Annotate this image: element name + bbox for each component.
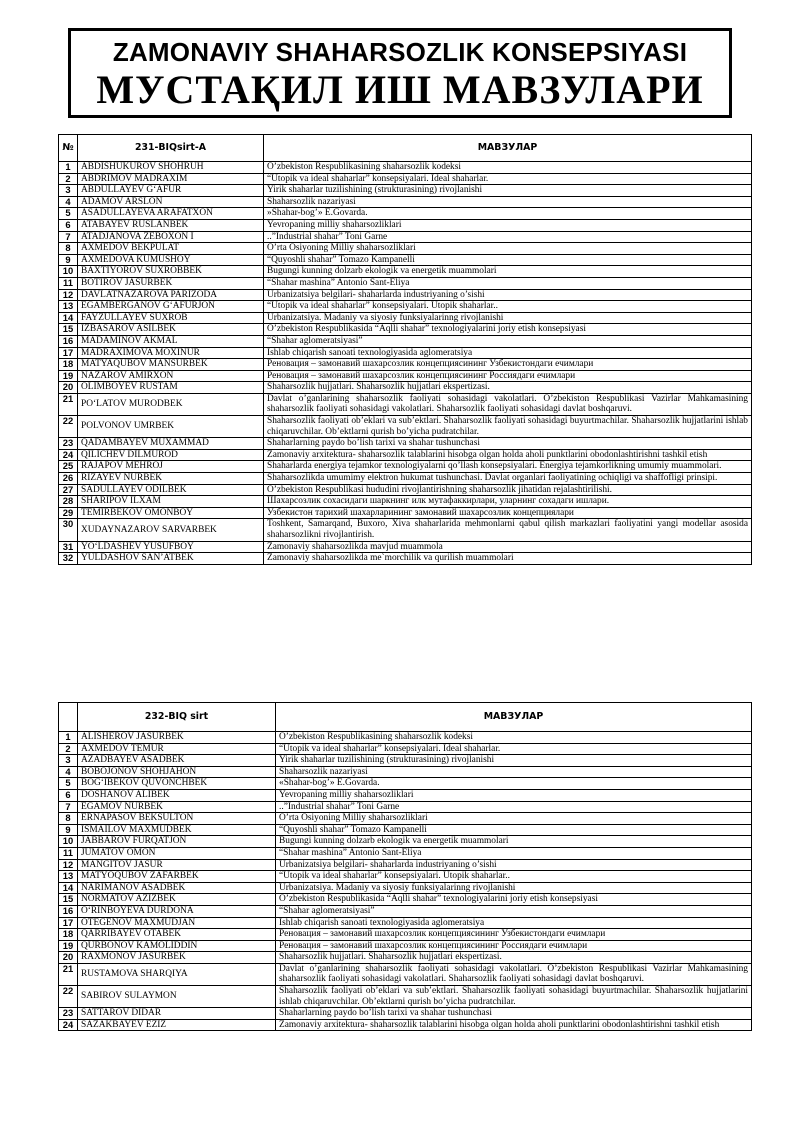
student-name: MADRAXIMOVA MOXINUR	[78, 347, 264, 359]
student-name: RAJAPOV MEHROJ	[78, 461, 264, 473]
row-number: 21	[59, 963, 78, 985]
topic-text: O’zbekiston Respublikasining shaharsozlik kodeksi	[276, 732, 752, 744]
row-number: 18	[59, 929, 78, 941]
table-row	[59, 929, 752, 941]
topic-text: Urbanizatsiya belgilari- shaharlarda industriyaning o’sishi	[264, 289, 752, 301]
table-row	[59, 1008, 752, 1020]
row-number: 12	[59, 859, 78, 871]
table-row	[59, 541, 752, 553]
student-name: SABIROV SULAYMON	[78, 986, 276, 1008]
table-row	[59, 963, 752, 985]
student-name: NAZAROV AMIRXON	[78, 370, 264, 382]
row-number: 13	[59, 871, 78, 883]
table-row	[59, 208, 752, 220]
row-number: 22	[59, 986, 78, 1008]
topic-text: “Utopik va ideal shaharlar” konsepsiyalari. Ideal shaharlar.	[264, 173, 752, 185]
table-row	[59, 553, 752, 565]
student-name: QADAMBAYEV MUXAMMAD	[78, 438, 264, 450]
row-number: 3	[59, 755, 78, 767]
row-number: 8	[59, 243, 78, 255]
student-name: ATADJANOVA ZEBOXON I	[78, 231, 264, 243]
student-name: IZBASAROV ASILBEK	[78, 324, 264, 336]
row-number: 28	[59, 496, 78, 508]
topic-text: Yirik shaharlar tuzilishining (strukturasining) rivojlanishi	[264, 185, 752, 197]
topic-text: Yevropaning milliy shaharsozliklari	[264, 219, 752, 231]
student-name: OTEGENOV MAXMUDJAN	[78, 917, 276, 929]
row-number: 18	[59, 359, 78, 371]
topic-text: »Shahar-bog’» E.Govarda.	[264, 208, 752, 220]
topic-text: “Utopik va ideal shaharlar” konsepsiyalari. Utopik shaharlar..	[264, 301, 752, 313]
topic-text: “Utopik va ideal shaharlar” konsepsiyalari. Ideal shaharlar.	[276, 743, 752, 755]
topic-text: Shaharsozlik hujjatlari. Shaharsozlik hujjatlari ekspertizasi.	[264, 382, 752, 394]
row-number: 24	[59, 449, 78, 461]
student-name: DAVLATNAZAROVA PARIZODA	[78, 289, 264, 301]
topic-text: Реновация – замонавий шахарсозлик концепциясининг Россиядаги ечимлари	[264, 370, 752, 382]
table-row	[59, 859, 752, 871]
table-row	[59, 301, 752, 313]
student-name: SAZAKBAYEV EZIZ	[78, 1019, 276, 1031]
row-number: 16	[59, 905, 78, 917]
row-number: 17	[59, 347, 78, 359]
row-number: 31	[59, 541, 78, 553]
row-number: 7	[59, 801, 78, 813]
table-row	[59, 732, 752, 744]
table-row	[59, 266, 752, 278]
topic-text: “Quyoshli shahar” Tomazo Kampanelli	[264, 254, 752, 266]
topic-text: O’zbekiston Respublikasining shaharsozlik kodeksi	[264, 162, 752, 174]
table-row	[59, 438, 752, 450]
student-name: YULDASHOV SAN’ATBEK	[78, 553, 264, 565]
table-row	[59, 254, 752, 266]
row-number: 20	[59, 952, 78, 964]
topic-text: Davlat o’ganlarining shaharsozlik faoliyati sohasidagi vakolatlari. O’zbekiston Respublikasi Vazirlar Mahkamasining shaharsozlik faoliyati sohasidagi vakolatlari. Shaharsozlik faoliyati sohasidagi davlat boshqaruvi.	[276, 963, 752, 985]
row-number: 5	[59, 778, 78, 790]
row-number: 3	[59, 185, 78, 197]
topic-text: Shaharlarda energiya tejamkor texnologiyalarni qo’llash konsepsiyalari. Energiya tejamkorlikning umumiy muammolari.	[264, 461, 752, 473]
student-name: AXMEDOV TEMUR	[78, 743, 276, 755]
table-row	[59, 231, 752, 243]
row-number: 11	[59, 847, 78, 859]
topic-text: Urbanizatsiya. Madaniy va siyosiy funksiyalarinng rivojlanishi	[264, 312, 752, 324]
table-row	[59, 824, 752, 836]
student-name: TEMIRBEKOV OMONBOY	[78, 507, 264, 519]
row-number: 1	[59, 732, 78, 744]
table-row	[59, 449, 752, 461]
row-number: 9	[59, 254, 78, 266]
student-name: ABDISHUKUROV SHOHRUH	[78, 162, 264, 174]
topic-text: Shaharsozlikda umumimy elektron hukumat tushunchasi. Davlat organlari faoliyatining ochiqligi va shaffofligi prinsipi.	[264, 473, 752, 485]
row-number: 25	[59, 461, 78, 473]
row-number: 15	[59, 324, 78, 336]
student-name: RIZAYEV NURBEK	[78, 473, 264, 485]
row-number: 19	[59, 370, 78, 382]
row-number: 4	[59, 766, 78, 778]
row-number: 23	[59, 438, 78, 450]
table-row	[59, 173, 752, 185]
topic-text: Шахарсозлик сохасидаги шаркнинг илк мутафаккирлари, уларнинг сохадаги ишлари.	[264, 496, 752, 508]
row-number: 11	[59, 277, 78, 289]
topic-text: ..”Industrial shahar” Toni Garne	[276, 801, 752, 813]
row-number: 27	[59, 484, 78, 496]
topic-text: Davlat o’ganlarining shaharsozlik faoliyati sohasidagi vakolatlari. O’zbekiston Respublikasi Vazirlar Mahkamasining shaharsozlik faoliyati sohasidagi vakolatlari. Shaharsozlik faoliyati sohasidagi davlat boshqaruvi.	[264, 393, 752, 415]
student-name: JUMATOV OMON	[78, 847, 276, 859]
row-number: 16	[59, 335, 78, 347]
document-title-box	[68, 28, 732, 118]
topic-text: O’rta Osiyoning Milliy shaharsozliklari	[264, 243, 752, 255]
topic-text: Shaharlarning paydo bo’lish tarixi va shahar tushunchasi	[264, 438, 752, 450]
student-name: XUDAYNAZAROV SARVARBEK	[78, 519, 264, 541]
table-row	[59, 952, 752, 964]
row-number: 12	[59, 289, 78, 301]
student-name: BOBOJONOV SHOHJAHON	[78, 766, 276, 778]
table-row	[59, 496, 752, 508]
table-row	[59, 882, 752, 894]
table-row	[59, 507, 752, 519]
topic-text: Shaharsozlik faoliyati ob’eklari va sub’ektlari. Shaharsozlik faoliyati sohasidagi buyurtmachilar. Shaharsozlik hujjatlarini ishlab chiqaruvchilar. Ob’ektlarni qurish bo’yicha pudratchilar.	[276, 986, 752, 1008]
row-number: 14	[59, 882, 78, 894]
number-column-header: №	[59, 135, 78, 162]
student-name: AZADBAYEV ASADBEK	[78, 755, 276, 767]
table-row	[59, 416, 752, 438]
table-row	[59, 289, 752, 301]
table-row	[59, 335, 752, 347]
student-name: EGAMOV NURBEK	[78, 801, 276, 813]
row-number: 6	[59, 789, 78, 801]
table-row	[59, 836, 752, 848]
topics-table-group-2	[58, 702, 752, 1031]
row-number: 6	[59, 219, 78, 231]
student-name: QARRIBAYEV OTABEK	[78, 929, 276, 941]
student-name: ERNAPASOV BEKSULTON	[78, 813, 276, 825]
topic-text: “Shahar mashina” Antonio Sant-Eliya	[264, 277, 752, 289]
student-name: QILICHEV DILMUROD	[78, 449, 264, 461]
row-number: 10	[59, 836, 78, 848]
table-row	[59, 196, 752, 208]
row-number: 24	[59, 1019, 78, 1031]
row-number: 26	[59, 473, 78, 485]
student-name: AXMEDOVA KUMUSHOY	[78, 254, 264, 266]
student-name: O‘RINBOYEVA DURDONA	[78, 905, 276, 917]
table-row	[59, 917, 752, 929]
student-name: MANGITOV JASUR	[78, 859, 276, 871]
student-name: OLIMBOYEV RUSTAM	[78, 382, 264, 394]
topic-text: Реновация – замонавий шахарсозлик концепциясининг Россиядаги ечимлари	[276, 940, 752, 952]
student-name: ABDULLAYEV G‘AFUR	[78, 185, 264, 197]
table-row	[59, 519, 752, 541]
table-row	[59, 312, 752, 324]
student-name: RUSTAMOVA SHARQIYA	[78, 963, 276, 985]
table-row	[59, 277, 752, 289]
topic-text: Реновация – замонавий шахарсозлик концепциясининг Узбекистондаги ечимлари	[264, 359, 752, 371]
row-number: 14	[59, 312, 78, 324]
student-name: DOSHANOV ALIBEK	[78, 789, 276, 801]
student-name: FAYZULLAYEV SUXROB	[78, 312, 264, 324]
group-name-header: 231-BIQsirt-A	[78, 135, 264, 162]
topic-text: O’rta Osiyoning Milliy shaharsozliklari	[276, 813, 752, 825]
student-name: NARIMANOV ASADBEK	[78, 882, 276, 894]
student-name: QURBONOV KAMOLIDDIN	[78, 940, 276, 952]
row-number: 1	[59, 162, 78, 174]
topic-text: Реновация – замонавий шахарсозлик концепциясининг Узбекистондаги ечимлари	[276, 929, 752, 941]
topic-text: O’zbekiston Respublikasi hududini rivojlantirishning shaharsozlik jihatidan rejalashtirilishi.	[264, 484, 752, 496]
table-row	[59, 370, 752, 382]
row-number: 17	[59, 917, 78, 929]
student-name: JABBAROV FURQATJON	[78, 836, 276, 848]
table-row	[59, 871, 752, 883]
table-row	[59, 243, 752, 255]
table-row	[59, 778, 752, 790]
table-row	[59, 219, 752, 231]
topic-text: Shaharsozlik nazariyasi	[264, 196, 752, 208]
student-name: RAXMONOV JASURBEK	[78, 952, 276, 964]
table-row	[59, 359, 752, 371]
topic-text: Toshkent, Samarqand, Buxoro, Xiva shaharlarida mehmonlarni qabul qilish markazlari faoliyatini yangi modellar asosida shaharsozlikni rivojlantirish.	[264, 519, 752, 541]
student-name: MATYAQUBOV MANSURBEK	[78, 359, 264, 371]
topic-text: Shaharlarning paydo bo’lish tarixi va shahar tushunchasi	[276, 1008, 752, 1020]
student-name: ATABAYEV RUSLANBEK	[78, 219, 264, 231]
topic-text: Yirik shaharlar tuzilishining (strukturasining) rivojlanishi	[276, 755, 752, 767]
table-row	[59, 382, 752, 394]
row-number: 29	[59, 507, 78, 519]
topic-text: “Shahar aglomeratsiyasi”	[264, 335, 752, 347]
topic-text: Urbanizatsiya. Madaniy va siyosiy funksiyalarinng rivojlanishi	[276, 882, 752, 894]
topic-text: O’zbekiston Respublikasida “Aqlli shahar” texnologiyalarini joriy etish konsepsiyasi	[276, 894, 752, 906]
row-number: 8	[59, 813, 78, 825]
student-name: MADAMINOV AKMAL	[78, 335, 264, 347]
topic-text: Узбекистон тарихий шахарларининг замонавий шахарсозлик концепциялари	[264, 507, 752, 519]
topic-text: “Shahar mashina” Antonio Sant-Eliya	[276, 847, 752, 859]
table-row	[59, 484, 752, 496]
assignment-title: МУСТАҚИЛ ИШ МАВЗУЛАРИ	[96, 67, 704, 112]
student-name: ABDRIMOV MADRAXIM	[78, 173, 264, 185]
table-row	[59, 789, 752, 801]
row-number: 20	[59, 382, 78, 394]
topic-text: Yevropaning milliy shaharsozliklari	[276, 789, 752, 801]
row-number: 30	[59, 519, 78, 541]
table-row	[59, 347, 752, 359]
row-number: 7	[59, 231, 78, 243]
student-name: EGAMBERGANOV G‘AFURJON	[78, 301, 264, 313]
topics-column-header: МАВЗУЛАР	[264, 135, 752, 162]
topic-text: “Shahar aglomeratsiyasi”	[276, 905, 752, 917]
table-row	[59, 324, 752, 336]
row-number: 22	[59, 416, 78, 438]
student-name: SHARIPOV ILXAM	[78, 496, 264, 508]
topic-text: Zamonaviy shaharsozlikda me`morchilik va qurilish muammolari	[264, 553, 752, 565]
table-row	[59, 905, 752, 917]
topic-text: ..”Industrial shahar” Toni Garne	[264, 231, 752, 243]
table-row	[59, 1019, 752, 1031]
student-name: ISMAILOV MAXMUDBEK	[78, 824, 276, 836]
table-row	[59, 393, 752, 415]
row-number: 23	[59, 1008, 78, 1020]
student-name: ADAMOV ARSLON	[78, 196, 264, 208]
topic-text: “Quyoshli shahar” Tomazo Kampanelli	[276, 824, 752, 836]
topic-text: Zamonaviy shaharsozlikda mavjud muammola	[264, 541, 752, 553]
student-name: ASADULLAYEVA ARAFATXON	[78, 208, 264, 220]
student-name: BOTIROV JASURBEK	[78, 277, 264, 289]
row-number: 5	[59, 208, 78, 220]
table-row	[59, 162, 752, 174]
group-name-header: 232-BIQ sirt	[78, 703, 276, 732]
student-name: PO‘LATOV MURODBEK	[78, 393, 264, 415]
student-name: BAXTIYOROV SUXROBBEK	[78, 266, 264, 278]
topic-text: Shaharsozlik nazariyasi	[276, 766, 752, 778]
table-row	[59, 185, 752, 197]
student-name: SADULLAYEV ODILBEK	[78, 484, 264, 496]
student-name: SATTAROV DIDAR	[78, 1008, 276, 1020]
topic-text: Urbanizatsiya belgilari- shaharlarda industriyaning o’sishi	[276, 859, 752, 871]
table-row	[59, 743, 752, 755]
row-number: 21	[59, 393, 78, 415]
student-name: ALISHEROV JASURBEK	[78, 732, 276, 744]
topic-text: O’zbekiston Respublikasida “Aqlli shahar” texnologiyalarini joriy etish konsepsiyasi	[264, 324, 752, 336]
table-body	[59, 732, 752, 1031]
table-row	[59, 766, 752, 778]
topic-text: “Utopik va ideal shaharlar” konsepsiyalari. Utopik shaharlar..	[276, 871, 752, 883]
number-column-header	[59, 703, 78, 732]
table-row	[59, 473, 752, 485]
student-name: YO‘LDASHEV YUSUFBOY	[78, 541, 264, 553]
row-number: 15	[59, 894, 78, 906]
course-title: ZAMONAVIY SHAHARSOZLIK KONSEPSIYASI	[112, 37, 688, 67]
table-row	[59, 801, 752, 813]
table-row	[59, 986, 752, 1008]
table-row	[59, 940, 752, 952]
student-name: NORMATOV AZIZBEK	[78, 894, 276, 906]
table-row	[59, 813, 752, 825]
topic-text: Ishlab chiqarish sanoati texnologiyasida aglomeratsiya	[264, 347, 752, 359]
student-name: MATYOQUBOV ZAFARBEK	[78, 871, 276, 883]
row-number: 2	[59, 743, 78, 755]
topic-text: Bugungi kunning dolzarb ekologik va energetik muammolari	[264, 266, 752, 278]
row-number: 32	[59, 553, 78, 565]
table-body	[59, 162, 752, 565]
row-number: 9	[59, 824, 78, 836]
topic-text: Zamonaviy arxitektura- shaharsozlik talablarini hisobga olgan holda aholi punktlarini obodonlashtirishni tashkil etish	[264, 449, 752, 461]
topics-table-group-1	[58, 134, 752, 565]
student-name: POLVONOV UMRBEK	[78, 416, 264, 438]
row-number: 10	[59, 266, 78, 278]
row-number: 4	[59, 196, 78, 208]
table-row	[59, 847, 752, 859]
row-number: 2	[59, 173, 78, 185]
topic-text: Bugungi kunning dolzarb ekologik va energetik muammolari	[276, 836, 752, 848]
student-name: BOG‘IBEKOV QUVONCHBEK	[78, 778, 276, 790]
table-row	[59, 461, 752, 473]
student-name: AXMEDOV BEKPULAT	[78, 243, 264, 255]
topic-text: Shaharsozlik hujjatlari. Shaharsozlik hujjatlari ekspertizasi.	[276, 952, 752, 964]
topics-column-header: МАВЗУЛАР	[276, 703, 752, 732]
table-row	[59, 755, 752, 767]
topic-text: «Shahar-bog’» E.Govarda.	[276, 778, 752, 790]
topic-text: Zamonaviy arxitektura- shaharsozlik talablarini hisobga olgan holda aholi punktlarini obodonlashtirishni tashkil etish	[276, 1019, 752, 1031]
topic-text: Ishlab chiqarish sanoati texnologiyasida aglomeratsiya	[276, 917, 752, 929]
table-row	[59, 894, 752, 906]
row-number: 13	[59, 301, 78, 313]
topic-text: Shaharsozlik faoliyati ob’eklari va sub’ektlari. Shaharsozlik faoliyati sohasidagi buyurtmachilar. Shaharsozlik hujjatlarini ishlab chiqaruvchilar. Ob’ektlarni qurish bo’yicha pudratchilar.	[264, 416, 752, 438]
row-number: 19	[59, 940, 78, 952]
